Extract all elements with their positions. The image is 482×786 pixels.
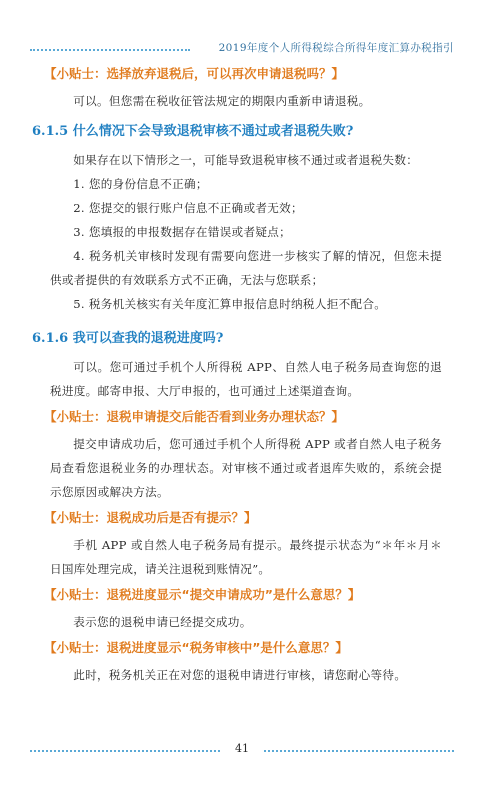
- list-item: 3. 您填报的申报数据存在错误或者疑点；: [73, 225, 292, 239]
- tip-heading: 【小贴士：选择放弃退税后，可以再次申请退税吗？】: [44, 66, 345, 81]
- tip-paragraph: 手机 APP 或自然人电子税务局有提示。最终提示状态为“＊年＊月＊日国库处理完成，请关注退税到账情况”。: [50, 538, 442, 576]
- tip-heading: 【小贴士：退税进度显示“税务审核中”是什么意思？】: [44, 640, 348, 655]
- tip-heading: 【小贴士：退税成功后是否有提示？】: [44, 510, 257, 525]
- page-footer: [30, 742, 454, 762]
- tip-paragraph: 提交申请成功后，您可通过手机个人所得税 APP 或者自然人电子税务局查看您退税业务的办理状态。对审核不通过或者退库失败的，系统会提示您原因或解决方法。: [50, 437, 442, 499]
- page-number: 41: [235, 742, 249, 755]
- list-item: 2. 您提交的银行账户信息不正确或者无效；: [73, 201, 303, 215]
- tip-paragraph: 可以。但您需在税收征管法规定的期限内重新申请退税。: [73, 94, 371, 108]
- page-content: [32, 64, 442, 687]
- list-item: 4. 税务机关审核时发现有需要向您进一步核实了解的情况，但您未提供或者提供的有效联系方式不正确，无法与您联系；: [50, 249, 442, 287]
- header-dotted-rule: [30, 49, 190, 51]
- list-item: 1. 您的身份信息不正确；: [73, 177, 208, 191]
- section-paragraph: 可以。您可通过手机个人所得税 APP、自然人电子税务局查询您的退税进度。邮寄申报、大厅申报的，也可通过上述渠道查询。: [50, 360, 442, 398]
- tip-heading: 【小贴士：退税进度显示“提交申请成功”是什么意思？】: [44, 587, 361, 602]
- tip-paragraph: 此时，税务机关正在对您的退税申请进行审核，请您耐心等待。: [73, 668, 407, 682]
- tip-heading: 【小贴士：退税申请提交后能否看到业务办理状态？】: [44, 409, 345, 424]
- tip-paragraph: 表示您的退税申请已经提交成功。: [73, 615, 252, 629]
- header-title: 2019年度个人所得税综合所得年度汇算办税指引: [218, 42, 454, 54]
- list-item: 5. 税务机关核实有关年度汇算申报信息时纳税人拒不配合。: [73, 297, 387, 311]
- section-heading-6-1-6: 6.1.6 我可以查我的退税进度吗?: [32, 331, 224, 346]
- section-heading-6-1-5: 6.1.5 什么情况下会导致退税审核不通过或者退税失败?: [32, 124, 354, 139]
- footer-dotted-rule: [264, 750, 454, 752]
- page-header: [30, 40, 454, 56]
- section-paragraph: 如果存在以下情形之一，可能导致退税审核不通过或者退税失数：: [73, 153, 419, 167]
